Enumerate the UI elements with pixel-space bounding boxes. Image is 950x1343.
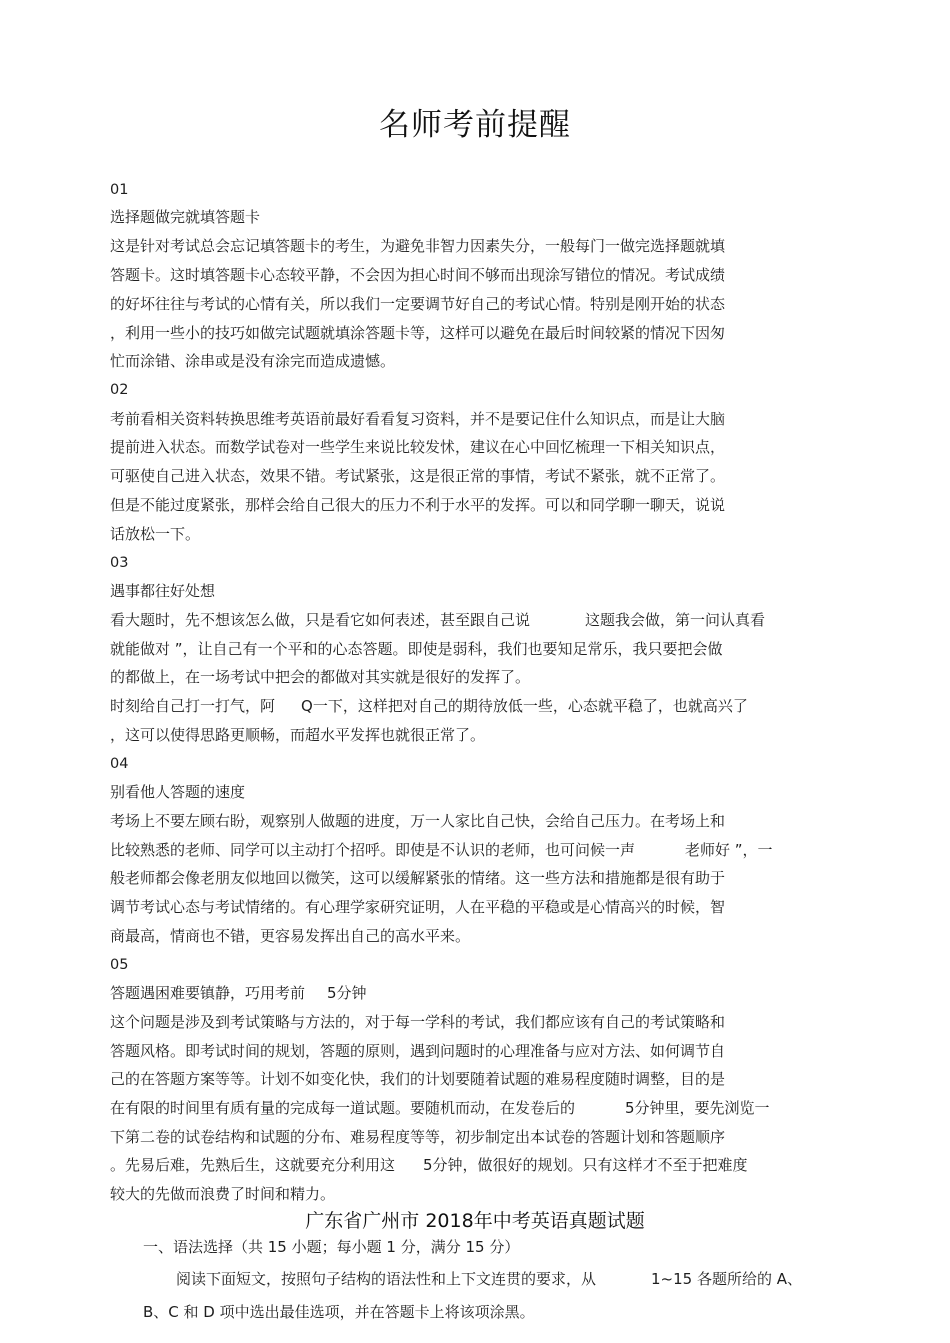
- instruction-line-1: [176, 1269, 802, 1289]
- section-03-heading: 遇事都往好处想: [110, 582, 216, 600]
- text-segment: 答题遇困难要镇静，巧用考前: [110, 984, 306, 1002]
- section-03-line-2: 就能做对 ”，让自己有一个平和的心态答题。即使是弱科，我们也要知足常乐，我只要把会做: [110, 640, 723, 658]
- text-segment: 老师好 ”，一: [685, 841, 773, 859]
- section-05-heading: [110, 983, 367, 1003]
- section-02-number: 02: [110, 382, 129, 398]
- section-04-line-3: 般老师都会像老朋友似地回以微笑，这可以缓解紧张的情绪。这一些方法和措施都是很有助于: [110, 869, 726, 887]
- text-segment: 5分钟，做很好的规划。只有这样才不至于把难度: [423, 1156, 748, 1174]
- text-segment: 5分钟里，要先浏览一: [625, 1099, 770, 1117]
- section-03-line-4: [110, 696, 748, 716]
- section-04-line-4: 调节考试心态与考试情绪的。有心理学家研究证明，人在平稳的平稳或是心情高兴的时候，智: [110, 898, 726, 916]
- section-02-line-5: 话放松一下。: [110, 525, 201, 543]
- section-01-number: 01: [110, 182, 129, 198]
- text-segment: 。先易后难，先熟后生，这就要充分利用这: [110, 1156, 396, 1174]
- section-02-line-4: 但是不能过度紧张，那样会给自己很大的压力不利于水平的发挥。可以和同学聊一聊天，说说: [110, 496, 726, 514]
- section-03-number: 03: [110, 555, 129, 571]
- section-05-line-1: 这个问题是涉及到考试策略与方法的，对于每一学科的考试，我们都应该有自己的考试策略和: [110, 1013, 726, 1031]
- section-04-line-2: [110, 840, 773, 860]
- section-01-line-3: 的好坏往往与考试的心情有关，所以我们一定要调节好自己的考试心情。特别是刚开始的状态: [110, 295, 726, 313]
- section-03-line-3: 的都做上，在一场考试中把会的都做对其实就是很好的发挥了。: [110, 668, 531, 686]
- section-05-line-2: 答题风格。即考试时间的规划，答题的原则，遇到问题时的心理准备与应对方法、如何调节自: [110, 1042, 726, 1060]
- section-05-line-5: 下第二卷的试卷结构和试题的分布、难易程度等等，初步制定出本试卷的答题计划和答题顺序: [110, 1128, 726, 1146]
- section-04-number: 04: [110, 756, 129, 772]
- instruction-line-2: B、C 和 D 项中选出最佳选项，并在答题卡上将该项涂黑。: [143, 1303, 535, 1321]
- section-04-line-1: 考场上不要左顾右盼，观察别人做题的进度，万一人家比自己快，会给自己压力。在考场上和: [110, 812, 726, 830]
- grammar-section-heading: 一、语法选择（共 15 小题；每小题 1 分，满分 15 分）: [143, 1238, 520, 1256]
- section-02-line-2: 提前进入状态。而数学试卷对一些学生来说比较发怵，建议在心中回忆梳理一下相关知识点，: [110, 438, 726, 456]
- text-segment: 1~15 各题所给的 A、: [651, 1270, 803, 1288]
- section-05-number: 05: [110, 957, 129, 973]
- text-segment: 5分钟: [327, 984, 367, 1002]
- section-01-line-1: 这是针对考试总会忘记填答题卡的考生，为避免非智力因素失分，一般每门一做完选择题就填: [110, 237, 726, 255]
- section-03-line-1: [110, 610, 765, 630]
- text-segment: 阅读下面短文，按照句子结构的语法性和上下文连贯的要求，从: [176, 1270, 597, 1288]
- section-05-line-3: 己的在答题方案等等。计划不如变化快，我们的计划要随着试题的难易程度随时调整，目的是: [110, 1070, 726, 1088]
- exam-title: 广东省广州市 2018年中考英语真题试题: [305, 1210, 645, 1232]
- section-05-line-6: [110, 1155, 748, 1175]
- section-05-line-4: [110, 1098, 770, 1118]
- section-02-line-3: 可驱使自己进入状态，效果不错。考试紧张，这是很正常的事情，考试不紧张，就不正常了。: [110, 467, 726, 485]
- section-04-heading: 别看他人答题的速度: [110, 783, 246, 801]
- text-segment: 这题我会做，第一问认真看: [585, 611, 766, 629]
- section-05-line-7: 较大的先做而浪费了时间和精力。: [110, 1185, 336, 1203]
- text-segment: 比较熟悉的老师、同学可以主动打个招呼。即使是不认识的老师，也可问候一声: [110, 841, 636, 859]
- section-01-line-5: 忙而涂错、涂串或是没有涂完而造成遗憾。: [110, 352, 396, 370]
- text-segment: 在有限的时间里有质有量的完成每一道试题。要随机而动，在发卷后的: [110, 1099, 576, 1117]
- section-03-line-5: ，这可以使得思路更顺畅，而超水平发挥也就很正常了。: [110, 726, 486, 744]
- text-segment: 时刻给自己打一打气，阿: [110, 697, 276, 715]
- text-segment: 看大题时，先不想该怎么做，只是看它如何表述，甚至跟自己说: [110, 611, 531, 629]
- section-02-line-1: 考前看相关资料转换思维考英语前最好看看复习资料，并不是要记住什么知识点，而是让大脑: [110, 410, 726, 428]
- section-01-line-2: 答题卡。这时填答题卡心态较平静，不会因为担心时间不够而出现涂写错位的情况。考试成绩: [110, 266, 726, 284]
- section-04-line-5: 商最高，情商也不错，更容易发挥出自己的高水平来。: [110, 927, 471, 945]
- page-title: 名师考前提醒: [379, 107, 571, 143]
- section-01-line-4: ，利用一些小的技巧如做完试题就填涂答题卡等，这样可以避免在最后时间较紧的情况下因匆: [110, 324, 726, 342]
- section-01-heading: 选择题做完就填答题卡: [110, 208, 261, 226]
- text-segment: Q一下，这样把对自己的期待放低一些，心态就平稳了，也就高兴了: [301, 697, 748, 715]
